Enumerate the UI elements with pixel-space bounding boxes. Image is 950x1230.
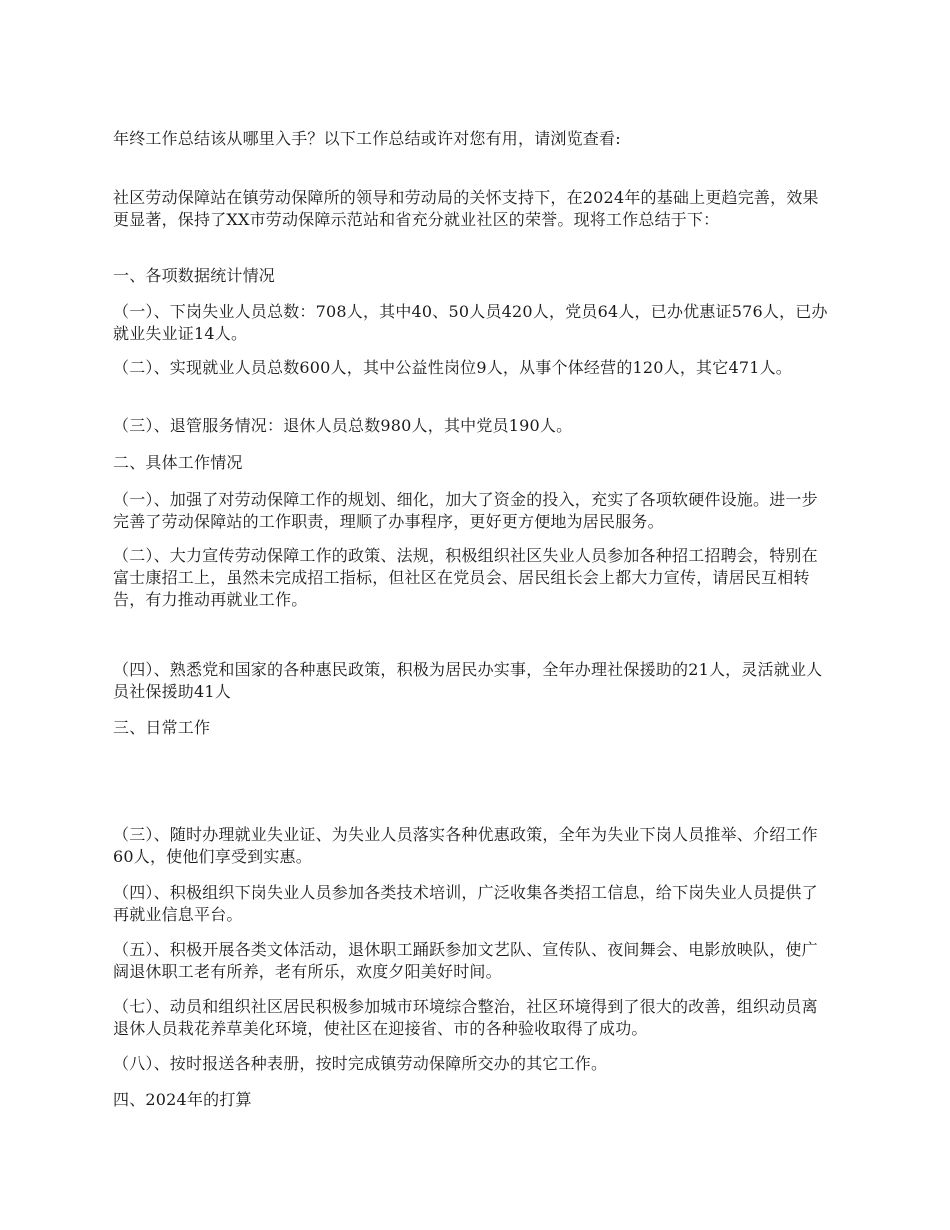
intro-text: 年终工作总结该从哪里入手？以下工作总结或许对您有用，请浏览查看: [113,129,621,148]
section2-item-2: （二）、大力宣传劳动保障工作的政策、法规，积极组织社区失业人员参加各种招工招聘会，特别在富士康招工上，虽然未完成招工指标，但社区在党员会、居民组长会上都大力宣传，请居民互相转告，有力推动再就业工作。 [113,546,818,609]
section3-item-2: （四）、积极组织下岗失业人员参加各类技术培训，广泛收集各类招工信息，给下岗失业人员提供了再就业信息平台。 [113,883,818,924]
section3-item-1: （三）、随时办理就业失业证、为失业人员落实各种优惠政策，全年为失业下岗人员推举、介绍工作60人，使他们享受到实惠。 [113,825,818,866]
section1-item-3: （三）、退管服务情况：退休人员总数980人，其中党员190人。 [113,416,573,435]
section3-item-3: （五）、积极开展各类文体活动，退休职工踊跃参加文艺队、宣传队、夜间舞会、电影放映队，使广阔退休职工老有所养，老有所乐，欢度夕阳美好时间。 [113,940,818,981]
section4-heading: 四、2024年的打算 [113,1090,252,1109]
section1-item-2: （二）、实现就业人员总数600人，其中公益性岗位9人，从事个体经营的120人，其它471人。 [113,358,792,377]
section2-heading: 二、具体工作情况 [113,453,243,472]
opening-paragraph: 社区劳动保障站在镇劳动保障所的领导和劳动局的关怀支持下，在2024年的基础上更趋完善，效果更显著，保持了XX市劳动保障示范站和省充分就业社区的荣誉。现将工作总结于下： [113,188,819,229]
section3-item-5: （八）、按时报送各种表册，按时完成镇劳动保障所交办的其它工作。 [113,1054,608,1073]
section1-item-1: （一）、下岗失业人员总数：708人，其中40、50人员420人，党员64人，已办优惠证576人，已办就业失业证14人。 [113,302,828,343]
section2-item-1: （一）、加强了对劳动保障工作的规划、细化，加大了资金的投入，充实了各项软硬件设施。进一步完善了劳动保障站的工作职责，理顺了办事程序，更好更方便地为居民服务。 [113,490,818,531]
section3-heading: 三、日常工作 [113,718,211,737]
section2-item-3: （四）、熟悉党和国家的各种惠民政策，积极为居民办实事，全年办理社保援助的21人，灵活就业人员社保援助41人 [113,660,823,701]
section1-heading: 一、各项数据统计情况 [113,266,276,285]
section3-item-4: （七）、动员和组织社区居民积极参加城市环境综合整治，社区环境得到了很大的改善，组织动员离退休人员栽花养草美化环境，使社区在迎接省、市的各种验收取得了成功。 [113,997,818,1038]
